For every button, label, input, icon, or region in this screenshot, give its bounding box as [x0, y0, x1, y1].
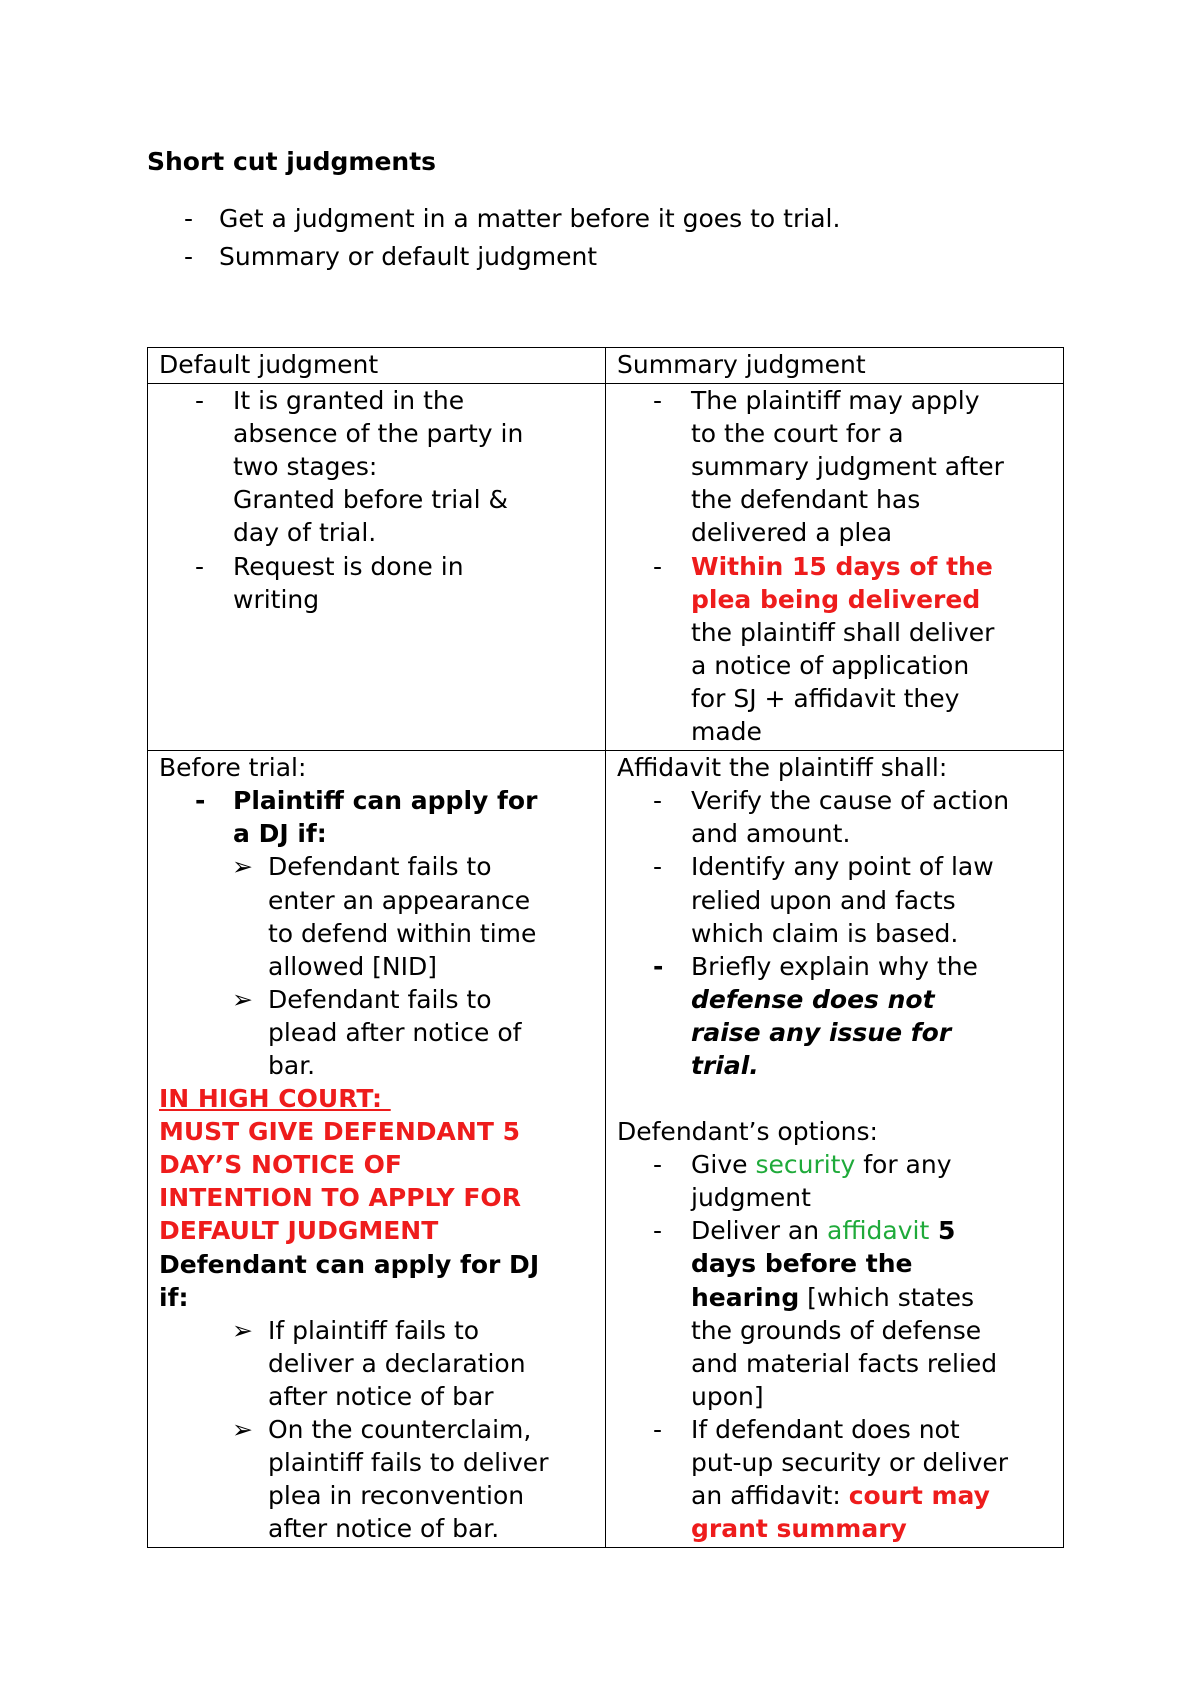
text-line: a notice of application [691, 650, 970, 680]
text-span: Give [691, 1150, 756, 1180]
text-line: after notice of bar [268, 1381, 494, 1411]
emphasis-text: raise any issue for [691, 1017, 952, 1047]
cell-summary-definition [606, 384, 1064, 751]
dash-bullet: - [195, 386, 205, 416]
text-line: plea in reconvention [268, 1481, 525, 1511]
notice-text: INTENTION TO APPLY FOR [159, 1183, 521, 1213]
text-line: On the counterclaim, [268, 1415, 532, 1444]
list-item [159, 550, 595, 616]
blank-line [617, 1082, 1053, 1115]
text-line: It is granted in the [233, 386, 465, 416]
list-item [617, 784, 1053, 850]
emphasis-text: trial. [691, 1050, 759, 1080]
table-row [148, 751, 1064, 1548]
page-title: Short cut judgments [147, 147, 437, 176]
arrow-bullet-icon: ➢ [232, 852, 253, 882]
section-label: Before trial: [159, 753, 307, 783]
text-line: Identify any point of law [691, 852, 994, 882]
list-item [617, 550, 1053, 749]
text-line: judgment [691, 1183, 811, 1213]
text-line: the grounds of defense [691, 1315, 982, 1345]
text-line: two stages: [233, 452, 378, 482]
section-label: Affidavit the plaintiff shall: [617, 753, 948, 783]
list-item [159, 983, 595, 1082]
dash-bullet: - [195, 786, 206, 816]
text-line: relied upon and facts [691, 885, 956, 915]
text-line: absence of the party in [233, 419, 524, 449]
list-item [159, 1413, 595, 1545]
list-item [159, 850, 595, 982]
text-line: bar. [268, 1050, 316, 1080]
intro-list [147, 200, 1047, 276]
list-item [617, 950, 1053, 1082]
text-line: The plaintiff may apply [691, 386, 980, 416]
text-line: and amount. [691, 819, 851, 849]
text-span: [which states [799, 1282, 975, 1312]
text-line: Request is done in [233, 551, 464, 581]
text-line [691, 1479, 1053, 1512]
arrow-bullet-icon: ➢ [232, 1315, 253, 1345]
text-line: Defendant fails to [268, 984, 492, 1014]
emphasis-text: defense does not [691, 984, 935, 1014]
text-line: a DJ if: [233, 819, 327, 849]
text-span: hearing [691, 1282, 800, 1312]
list-item-text: Get a judgment in a matter before it goes to trial. [219, 204, 841, 233]
list-item [617, 1413, 1053, 1545]
dash-bullet: - [653, 786, 663, 816]
text-line: plead after notice of [268, 1017, 522, 1047]
list-item [617, 1148, 1053, 1214]
text-line: summary judgment after [691, 452, 1004, 482]
text-line: plaintiff fails to deliver [268, 1448, 549, 1478]
notice-text: DAY’S NOTICE OF [159, 1150, 403, 1180]
dash-bullet: - [653, 386, 663, 416]
dash-bullet: - [653, 1216, 663, 1246]
list-item [617, 1214, 1053, 1413]
text-line: the plaintiff shall deliver [691, 617, 995, 647]
table-row [148, 384, 1064, 751]
text-line: Verify the cause of action [691, 786, 1010, 816]
text-line: to defend within time [268, 918, 537, 948]
list-item [147, 238, 1047, 276]
notice-text: DEFAULT JUDGMENT [159, 1216, 439, 1246]
text-line: to the court for a [691, 419, 904, 449]
highlight-text: grant summary [691, 1514, 907, 1544]
notice-text: MUST GIVE DEFENDANT 5 [159, 1117, 520, 1147]
text-line: and material facts relied [691, 1348, 998, 1378]
text-line [691, 1214, 1053, 1247]
list-item [147, 200, 1047, 238]
list-item [617, 384, 1053, 549]
column-header-summary: Summary judgment [606, 348, 1064, 384]
dash-bullet: - [195, 551, 205, 581]
green-term: security [755, 1150, 856, 1180]
list-item-text: Summary or default judgment [219, 242, 598, 271]
text-span: Deliver an [691, 1216, 828, 1246]
text-line: for SJ + affidavit they [691, 683, 960, 713]
text-span: an affidavit: [691, 1481, 849, 1511]
text-line: the defendant has [691, 485, 921, 515]
text-line: allowed [NID] [268, 951, 437, 981]
text-line: Defendant can apply for DJ [159, 1249, 540, 1279]
text-line: put-up security or deliver [691, 1448, 1009, 1477]
comparison-table [147, 347, 1064, 1548]
text-line: Defendant fails to [268, 852, 492, 882]
cell-summary-procedure [606, 751, 1064, 1548]
highlight-text: plea being delivered [691, 584, 981, 614]
dash-bullet: - [653, 1414, 663, 1444]
text-line: upon] [691, 1381, 764, 1411]
list-item [159, 384, 595, 549]
text-line: after notice of bar. [268, 1514, 500, 1544]
text-line: which claim is based. [691, 918, 959, 948]
text-line [691, 1281, 1053, 1314]
dash-bullet: - [653, 1150, 663, 1180]
text-line [691, 1148, 1053, 1181]
text-span: 5 [929, 1216, 956, 1246]
text-line: If plaintiff fails to [268, 1315, 480, 1345]
arrow-bullet-icon: ➢ [232, 1415, 253, 1444]
highlight-text: court may [848, 1481, 990, 1511]
text-line: if: [159, 1282, 189, 1312]
table-header-row [148, 348, 1064, 384]
text-line: Briefly explain why the [691, 951, 978, 981]
cell-default-definition [148, 384, 606, 751]
column-header-default: Default judgment [148, 348, 606, 384]
dash-bullet: - [184, 242, 194, 271]
dash-bullet: - [653, 551, 663, 581]
text-line: Granted before trial & [233, 485, 508, 515]
list-item [159, 1314, 595, 1413]
dash-bullet: - [184, 204, 194, 233]
text-line: enter an appearance [268, 885, 531, 915]
text-line: days before the [691, 1249, 913, 1279]
cell-default-procedure [148, 751, 606, 1548]
list-item [159, 784, 595, 850]
dash-bullet: - [653, 852, 663, 882]
text-line: delivered a plea [691, 518, 893, 548]
text-line: day of trial. [233, 518, 377, 548]
highlight-text: Within 15 days of the [691, 551, 993, 581]
text-line: made [691, 717, 762, 747]
text-line: If defendant does not [691, 1414, 960, 1444]
text-line: Plaintiff can apply for [233, 786, 538, 816]
dash-bullet: - [653, 951, 664, 981]
text-span: for any [855, 1150, 952, 1180]
text-line: deliver a declaration [268, 1348, 526, 1378]
green-term: affidavit [827, 1216, 930, 1246]
section-label: Defendant’s options: [617, 1117, 878, 1147]
list-item [617, 850, 1053, 949]
arrow-bullet-icon: ➢ [232, 984, 253, 1014]
high-court-heading: IN HIGH COURT: [159, 1084, 391, 1114]
text-line: writing [233, 584, 320, 614]
